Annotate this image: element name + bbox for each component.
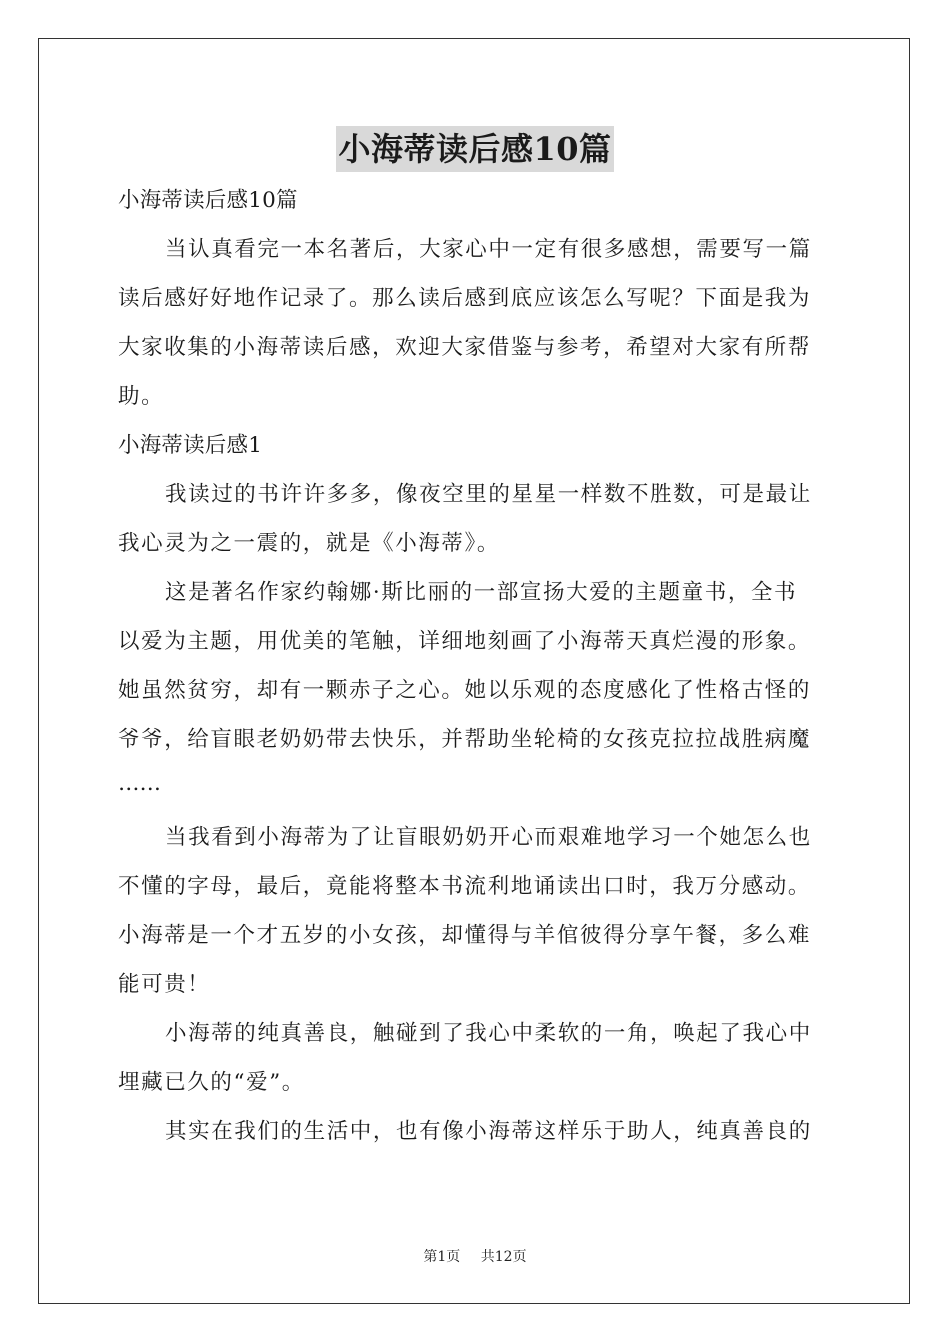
paragraph-line: 小海蒂的纯真善良，触碰到了我心中柔软的一角，唤起了我心中 [165,1021,812,1046]
paragraph-line: 当我看到小海蒂为了让盲眼奶奶开心而艰难地学习一个她怎么也 [165,825,812,850]
page-footer [0,1246,950,1266]
page-number: 第1页 [423,1249,461,1265]
paragraph-line: 我读过的书许许多多，像夜空里的星星一样数不胜数，可是最让 [165,482,812,507]
paragraph-line: 埋藏已久的“爱”。 [118,1070,305,1095]
paragraph-line: 这是著名作家约翰娜·斯比丽的一部宣扬大爱的主题童书，全书 [165,580,798,605]
paragraph-line: 读后感好好地作记录了。那么读后感到底应该怎么写呢？下面是我为 [118,286,812,311]
paragraph-line: 我心灵为之一震的，就是《小海蒂》。 [118,531,500,556]
paragraph-line: 助。 [118,384,165,409]
paragraph-line: 她虽然贫穷，却有一颗赤子之心。她以乐观的态度感化了性格古怪的 [118,678,812,703]
page-total: 共12页 [480,1249,527,1265]
paragraph-line: 大家收集的小海蒂读后感，欢迎大家借鉴与参考，希望对大家有所帮 [118,335,812,360]
document-body [118,176,834,1156]
title-wrap [0,126,950,172]
document-subtitle: 小海蒂读后感10篇 [118,188,298,213]
paragraph-line: 能可贵！ [118,972,211,997]
paragraph-line: 小海蒂是一个才五岁的小女孩，却懂得与羊倌彼得分享午餐，多么难 [118,923,812,948]
paragraph-line: 当认真看完一本名著后，大家心中一定有很多感想，需要写一篇 [165,237,812,262]
document-title: 小海蒂读后感10篇 [336,126,613,172]
paragraph-line: 不懂的字母，最后，竟能将整本书流利地诵读出口时，我万分感动。 [118,874,812,899]
paragraph-line: 爷爷，给盲眼老奶奶带去快乐，并帮助坐轮椅的女孩克拉拉战胜病魔 [118,727,812,752]
section-heading: 小海蒂读后感1 [118,433,263,458]
paragraph-line: …… [118,771,161,796]
paragraph-line: 以爱为主题，用优美的笔触，详细地刻画了小海蒂天真烂漫的形象。 [118,629,812,654]
paragraph-line: 其实在我们的生活中，也有像小海蒂这样乐于助人，纯真善良的 [165,1119,812,1144]
